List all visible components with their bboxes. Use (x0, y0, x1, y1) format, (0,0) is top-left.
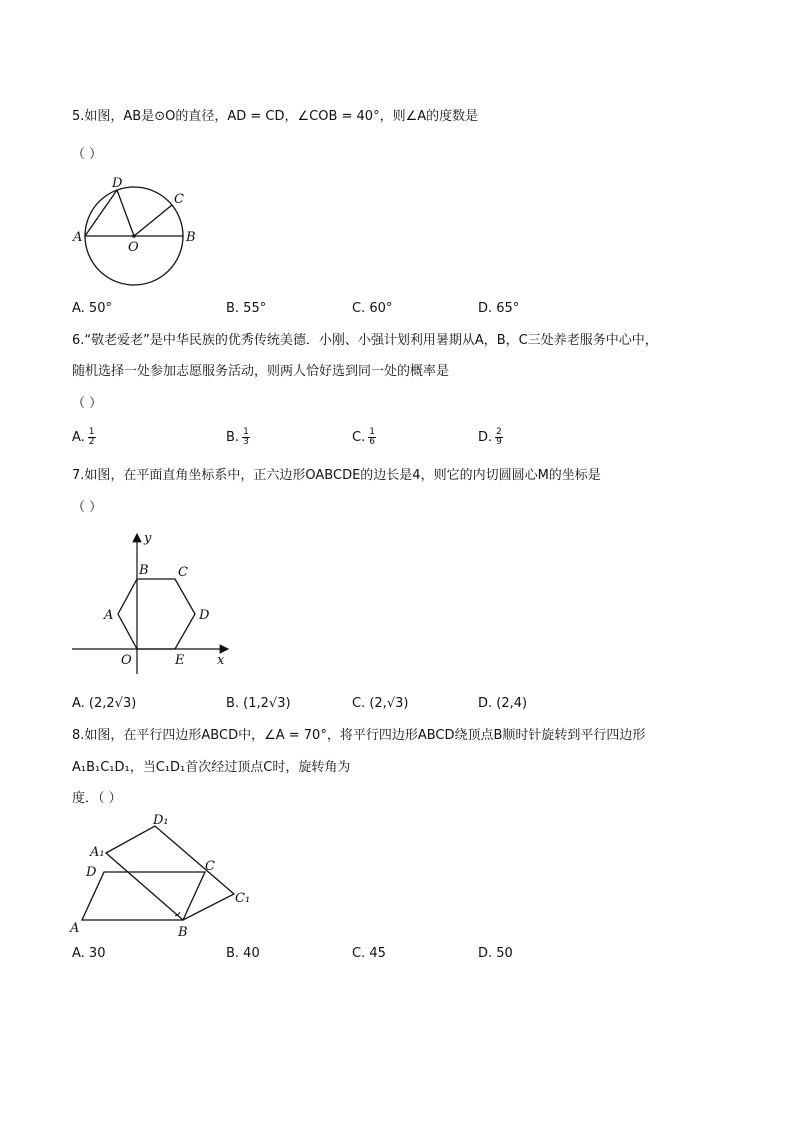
q7-label-y: y (144, 531, 152, 546)
q6-option-d-den: 9 (496, 437, 502, 447)
q7-option-d[interactable]: D. (2,4) (478, 696, 528, 711)
q6-stem-line2: 随机选择一处参加志愿服务活动，则两人恰好选到同一处的概率是 (72, 364, 450, 379)
q7-label-e: E (175, 653, 185, 668)
q5-label-a: A (73, 230, 83, 245)
q6-option-a-fraction (88, 428, 96, 447)
q8-label-c1: C₁ (235, 891, 251, 906)
q7-label-c: C (178, 565, 188, 580)
q8-parallelogram-figure (68, 812, 258, 942)
q6-option-b[interactable] (226, 428, 250, 448)
q8-option-a[interactable]: A. 30 (72, 946, 106, 961)
q6-option-c-fraction (368, 428, 376, 447)
q5-option-d[interactable]: D. 65° (478, 301, 520, 316)
q5-option-c[interactable]: C. 60° (352, 301, 393, 316)
q6-option-d-letter: D. (478, 430, 493, 445)
q5-label-o: O (128, 240, 139, 255)
q7-option-a[interactable]: A. (2,2√3) (72, 696, 137, 711)
q8-stem-line3: 度．（ ） (72, 791, 122, 806)
q5-circle-figure (72, 174, 212, 286)
q8-label-a: A (70, 921, 80, 936)
q6-option-a-letter: A. (72, 430, 85, 445)
q8-label-a1: A₁ (90, 845, 105, 860)
q5-options (72, 299, 712, 319)
q5-answer-paren: （ ） (72, 147, 103, 162)
q7-option-b[interactable]: B. (1,2√3) (226, 696, 291, 711)
q5-label-d: D (112, 176, 123, 191)
q7-hexagon-figure (68, 528, 238, 676)
q6-option-b-fraction (242, 428, 250, 447)
q8-stem-line2: A₁B₁C₁D₁，当C₁D₁首次经过顶点C时，旋转角为 (72, 760, 351, 775)
q6-options (72, 428, 712, 448)
q6-option-b-letter: B. (226, 430, 240, 445)
q6-option-d-num: 2 (496, 427, 502, 437)
q6-option-d[interactable] (478, 428, 503, 448)
q8-label-c: C (205, 859, 215, 874)
q6-option-a[interactable] (72, 428, 96, 448)
q8-options (72, 944, 712, 964)
q6-option-b-den: 3 (243, 437, 249, 447)
q6-option-c-letter: C. (352, 430, 366, 445)
q8-label-d: D (86, 865, 97, 880)
q6-answer-paren: （ ） (72, 396, 103, 411)
q8-label-d1: D₁ (153, 813, 169, 828)
q8-option-c[interactable]: C. 45 (352, 946, 386, 961)
q6-option-c[interactable] (352, 428, 376, 448)
q5-option-b[interactable]: B. 55° (226, 301, 267, 316)
q8-stem-line1: 8.如图，在平行四边形ABCD中，∠A = 70°，将平行四边形ABCD绕顶点B顺时针旋转到平行四边形 (72, 728, 646, 743)
q7-label-d: D (199, 608, 210, 623)
q6-option-c-num: 1 (369, 427, 375, 437)
q8-label-b: B (178, 925, 188, 940)
q6-option-b-num: 1 (243, 427, 249, 437)
q7-label-a: A (104, 608, 114, 623)
q7-answer-paren: （ ） (72, 500, 103, 515)
q5-label-b: B (186, 230, 196, 245)
q6-option-d-fraction (495, 428, 503, 447)
q7-options (72, 694, 712, 714)
q6-option-a-den: 2 (88, 437, 95, 447)
q7-label-b: B (139, 563, 149, 578)
q5-stem: 5.如图，AB是⊙O的直径，AD = CD，∠COB = 40°，则∠A的度数是 (72, 109, 479, 124)
q6-option-a-num: 1 (88, 427, 95, 437)
q8-option-b[interactable]: B. 40 (226, 946, 260, 961)
q7-stem: 7.如图，在平面直角坐标系中，正六边形OABCDE的边长是4，则它的内切圆圆心M的坐标是 (72, 468, 601, 483)
q6-option-c-den: 6 (369, 437, 375, 447)
q8-option-d[interactable]: D. 50 (478, 946, 513, 961)
q5-label-c: C (174, 192, 184, 207)
q7-option-c[interactable]: C. (2,√3) (352, 696, 409, 711)
q5-option-a[interactable]: A. 50° (72, 301, 112, 316)
q7-label-x: x (217, 653, 225, 668)
q6-stem-line1: 6.“敬老爱老”是中华民族的优秀传统美德．小刚、小强计划利用暑期从A，B，C三处养老服务中心中， (72, 333, 658, 348)
q7-label-o: O (121, 653, 132, 668)
